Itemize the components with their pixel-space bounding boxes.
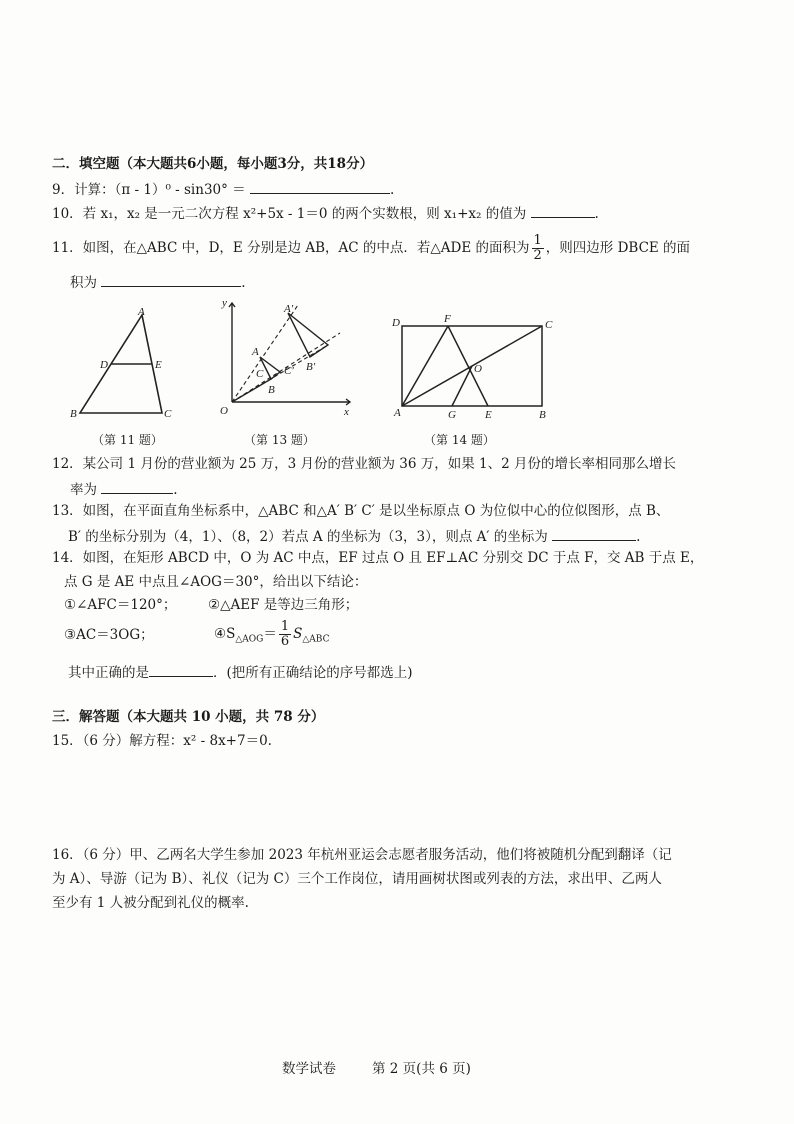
label-F: F <box>444 313 451 325</box>
question-13-blank[interactable] <box>552 526 636 541</box>
label-O: O <box>220 405 228 417</box>
label-A: A <box>252 346 259 358</box>
label-B-prime: B' <box>306 361 316 373</box>
figure-14 <box>388 312 558 426</box>
figure-13-svg <box>210 297 360 422</box>
label-C-prime: C' <box>284 365 294 377</box>
question-16-line-2: 为 A）、导游（记为 B）、礼仪（记为 C）三个工作岗位，请用画树状图或列表的方法，求出甲、乙两人 <box>52 871 662 887</box>
label-G: G <box>448 409 456 421</box>
fraction-denominator: 6 <box>280 634 290 649</box>
label-C: C <box>164 408 172 420</box>
question-12-blank[interactable] <box>101 479 173 494</box>
question-12-end: . <box>173 482 178 498</box>
label-E: E <box>485 409 492 421</box>
label-D: D <box>392 317 400 329</box>
option-4-subscript-1: △AOG <box>235 634 264 645</box>
question-10-text: 10．若 x₁，x₂ 是一元二次方程 x²+5x - 1＝0 的两个实数根，则 x₁+x₂ 的值为 <box>52 206 527 222</box>
question-10 <box>52 203 599 223</box>
question-11-end: . <box>241 275 246 291</box>
question-15: 15．（6 分）解方程：x² - 8x+7＝0. <box>52 733 272 749</box>
question-11-text-a: 11．如图，在△ABC 中，D，E 分别是边 AB，AC 的中点．若△ADE 的面积为 <box>52 240 530 256</box>
question-14-option-4 <box>214 618 329 656</box>
figure-11-caption: （第 11 题） <box>92 433 163 447</box>
label-A: A <box>394 407 401 419</box>
question-14-option-1: ①∠AFC＝120°； <box>64 597 177 613</box>
label-y: y <box>222 297 227 309</box>
label-B: B <box>70 408 77 420</box>
fraction-numerator: 1 <box>533 233 542 248</box>
question-14-line-1: 14．如图，在矩形 ABCD 中，O 为 AC 中点，EF 过点 O 且 EF⊥AC 分别交 DC 于点 F，交 AB 于点 E， <box>52 550 704 566</box>
option-4-equals: ＝ <box>263 626 277 642</box>
question-9-end: . <box>389 182 395 198</box>
figure-13 <box>210 297 360 426</box>
label-C: C <box>256 368 264 380</box>
option-4-fraction <box>279 620 291 649</box>
question-13-end: . <box>636 529 641 545</box>
figure-13-caption: （第 13 题） <box>244 433 315 447</box>
label-E: E <box>155 359 162 371</box>
question-14-option-2: ②△AEF 是等边三角形； <box>208 597 359 613</box>
label-A-prime: A' <box>284 303 294 315</box>
section-2-heading: 二．填空题（本大题共6小题，每小题3分，共18分） <box>52 156 374 172</box>
fraction-numerator: 1 <box>280 619 290 634</box>
label-B: B <box>268 384 275 396</box>
label-O: O <box>474 363 482 375</box>
question-10-blank[interactable] <box>531 203 595 218</box>
segment-af <box>402 326 448 406</box>
label-C: C <box>545 319 553 331</box>
question-14-blank[interactable] <box>149 662 213 677</box>
question-11-text-b: ，则四边形 DBCE 的面 <box>545 240 691 256</box>
figure-14-svg <box>388 312 558 422</box>
label-x: x <box>344 406 349 418</box>
question-16-line-1: 16．（6 分）甲、乙两名大学生参加 2023 年杭州亚运会志愿者服务活动，他们将被随机分配到翻译（记 <box>52 847 672 863</box>
label-A: A <box>138 306 145 318</box>
figure-11-svg <box>62 305 192 425</box>
option-4-s: S <box>293 626 303 642</box>
question-9-blank[interactable] <box>250 179 390 194</box>
question-11-fraction <box>532 234 544 263</box>
triangle-a2b2c2 <box>288 313 328 357</box>
section-3-heading: 三．解答题（本大题共 10 小题，共 78 分） <box>52 709 325 725</box>
question-14-answer-prefix: 其中正确的是 <box>68 665 149 681</box>
question-13-line-2 <box>68 526 640 546</box>
figure-14-caption: （第 14 题） <box>424 433 495 447</box>
question-11 <box>52 233 690 263</box>
label-D: D <box>100 359 108 371</box>
question-16-line-3: 至少有 1 人被分配到礼仪的概率. <box>52 895 249 911</box>
question-13-line-1: 13．如图，在平面直角坐标系中，△ABC 和△A′ B′ C′ 是以坐标原点 O 为位似中心的位似图形，点 B、 <box>52 503 670 519</box>
question-14-answer-suffix: ．(把所有正确结论的序号都选上) <box>213 665 413 681</box>
question-9-text: 9．计算：（π - 1）⁰ - sin30° ＝ <box>52 182 246 198</box>
footer-page-number: 第 2 页(共 6 页) <box>372 1061 471 1077</box>
question-10-end: . <box>594 206 599 222</box>
ray-oc-dashed <box>232 345 328 402</box>
question-12-line-2-text: 率为 <box>70 482 97 498</box>
question-12-line-2 <box>70 479 178 499</box>
option-4-subscript-2: △ABC <box>302 634 330 645</box>
question-14-answer-line <box>68 662 413 682</box>
question-13-line-2-text: B′ 的坐标分别为（4，1）、（8，2）若点 A 的坐标为（3，3），则点 A′ 的坐标为 <box>68 529 548 545</box>
question-9 <box>52 179 394 199</box>
label-B: B <box>539 409 546 421</box>
fraction-denominator: 2 <box>533 248 542 263</box>
ray-oa-dashed <box>232 305 298 402</box>
segment-fe <box>448 326 488 406</box>
question-11-blank[interactable] <box>101 272 241 287</box>
figure-11 <box>62 305 192 429</box>
question-14-line-2: 点 G 是 AE 中点且∠AOG＝30°，给出以下结论： <box>64 574 368 590</box>
option-4-prefix: ④S <box>214 626 236 642</box>
question-12-line-1: 12．某公司 1 月份的营业额为 25 万，3 月份的营业额为 36 万，如果 1、2 月份的增长率相同那么增长 <box>52 456 677 472</box>
footer-subject: 数学试卷 <box>282 1061 336 1077</box>
question-11-line-2-text: 积为 <box>70 275 97 291</box>
question-11-line-2 <box>70 272 246 292</box>
question-14-option-3: ③AC＝3OG； <box>64 627 154 643</box>
